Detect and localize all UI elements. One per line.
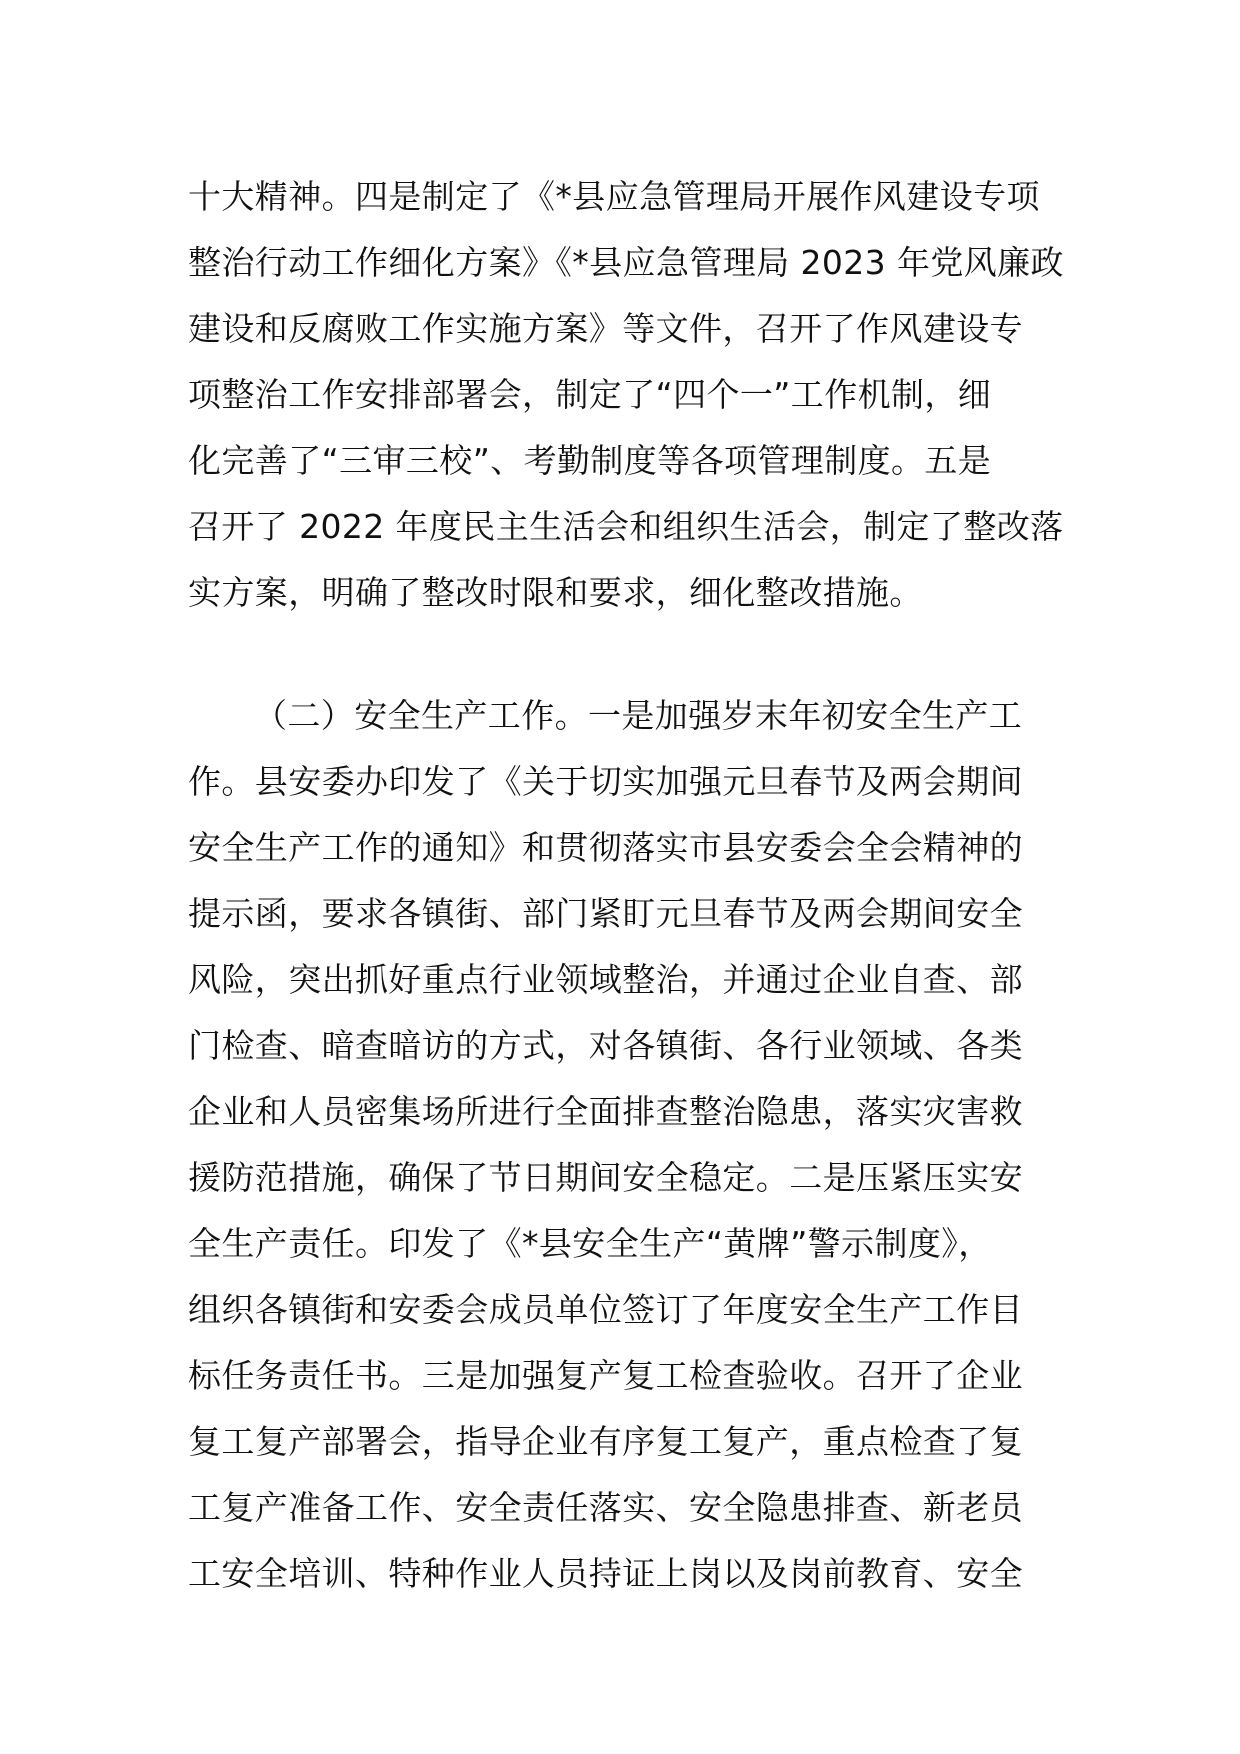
section-heading-line: （二）安全生产工作。一是加强岁末年初安全生产工 [254,696,1023,735]
text-line: 整治行动工作细化方案》《*县应急管理局 2023 年党风廉政 [188,243,1064,282]
text-line: 安全生产工作的通知》和贯彻落实市县安委会全会精神的 [188,828,1023,867]
text-line: 建设和反腐败工作实施方案》等文件，召开了作风建设专 [188,309,1023,348]
text-line: 化完善了“三审三校”、考勤制度等各项管理制度。五是 [188,441,992,480]
text-line: 提示函，要求各镇街、部门紧盯元旦春节及两会期间安全 [188,894,1023,933]
text-line: 工安全培训、特种作业人员持证上岗以及岗前教育、安全 [188,1554,1023,1593]
text-line: 召开了 2022 年度民主生活会和组织生活会，制定了整改落 [188,507,1064,546]
paragraph-safety-production [188,683,1068,1607]
text-line: 组织各镇街和安委会成员单位签订了年度安全生产工作目 [188,1290,1023,1329]
text-line: 全生产责任。印发了《*县安全生产“黄牌”警示制度》， [188,1224,992,1263]
text-line: 标任务责任书。三是加强复产复工检查验收。召开了企业 [188,1356,1023,1395]
paragraph-party-conduct [188,164,1068,626]
text-line: 门检查、暗查暗访的方式，对各镇街、各行业领域、各类 [188,1026,1023,1065]
text-line: 风险，突出抓好重点行业领域整治，并通过企业自查、部 [188,960,1023,999]
text-line: 援防范措施，确保了节日期间安全稳定。二是压紧压实安 [188,1158,1023,1197]
text-line: 工复产准备工作、安全责任落实、安全隐患排查、新老员 [188,1488,1023,1527]
text-line: 十大精神。四是制定了《*县应急管理局开展作风建设专项 [188,177,1040,216]
text-line: 复工复产部署会，指导企业有序复工复产，重点检查了复 [188,1422,1023,1461]
text-line: 实方案，明确了整改时限和要求，细化整改措施。 [188,573,923,612]
text-line: 作。县安委办印发了《关于切实加强元旦春节及两会期间 [188,762,1023,801]
text-line: 企业和人员密集场所进行全面排查整治隐患，落实灾害救 [188,1092,1023,1131]
text-line: 项整治工作安排部署会，制定了“四个一”工作机制，细 [188,375,992,414]
